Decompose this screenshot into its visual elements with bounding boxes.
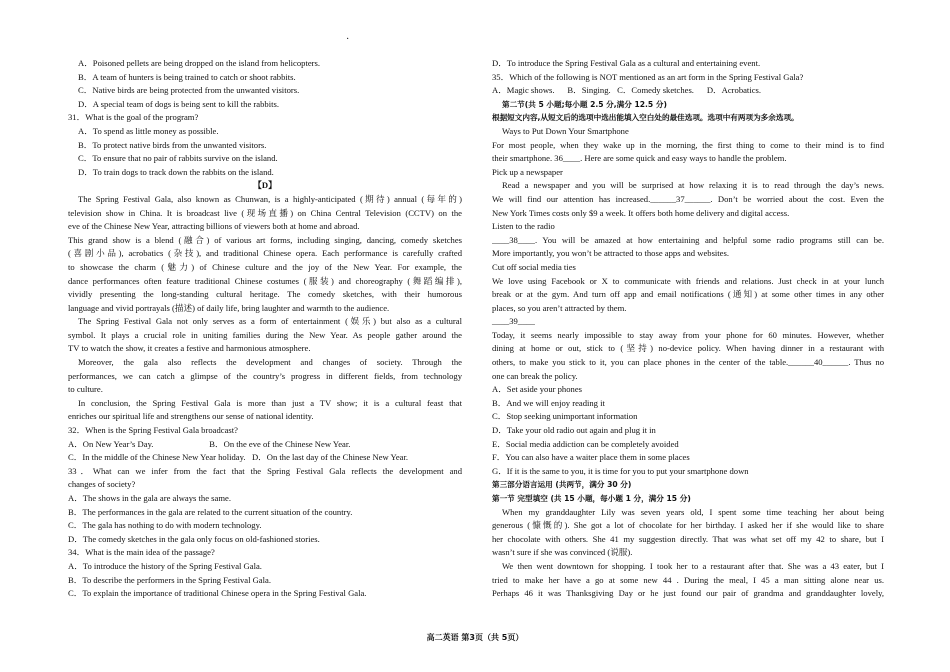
text-line: ____39____ (492, 316, 535, 327)
text-line: 【D】 (253, 180, 277, 191)
text-line: New York Times costs only $9 a week. It offers both home delivery and digital access. (492, 207, 790, 218)
text-line: 32．When is the Spring Festival Gala broadcast? (68, 425, 238, 436)
text-line: We love using Facebook or X to communicate with friends and relations. Just check in at your lunch (492, 275, 884, 286)
text-line: (喜剧小品), acrobatics (杂技), and traditional Chinese opera. Each performance is carefully crafted (68, 248, 462, 259)
text-line: performances, we can catch a glimpse of the country’s progress in different fields, from technology (68, 370, 462, 381)
text-line: A．Poisoned pellets are being dropped on the island from helicopters. (78, 58, 321, 68)
text-line: C．The gala has nothing to do with modern technology. (68, 520, 262, 531)
text-line: C．To ensure that no pair of rabbits survive on the island. (78, 153, 278, 164)
text-line: Read a newspaper and you will be surprised at how relaxing it is to read through the day’s news. (502, 180, 884, 191)
text-line: 第一节 完型填空 (共 15 小题，每小题 1 分，满分 15 分) (492, 494, 691, 503)
text-line: When my granddaughter Lily was seven years old, I spent some time teaching her about being (502, 506, 884, 517)
text-line: More importantly, you won’t be attracted to those apps and websites. (492, 248, 729, 259)
text-line: language and vivid portrayals (描述) of daily life, bring laughter and warmth to the audience. (68, 302, 390, 313)
text-line: one can break the policy. (492, 370, 578, 381)
text-line: Pick up a newspaper (492, 166, 563, 177)
text-line: For most people, when they wake up in the morning, the first thing to come to their mind is to find (492, 139, 884, 150)
text-line: wasn’t sure if she was convinced (说服). (492, 547, 633, 558)
text-line: D．A special team of dogs is being sent to kill the rabbits. (78, 98, 279, 109)
text-line: C．Stop seeking unimportant information (492, 411, 638, 422)
text-line: E．Social media addiction can be completely avoided (492, 438, 679, 449)
text-line: eve of the Chinese New Year, attracting billions of viewers both at home and abroad. (68, 221, 360, 232)
text-line: A．The shows in the gala are always the same. (68, 493, 231, 503)
text-line: B．To protect native birds from the unwanted visitors. (78, 139, 267, 150)
text-line: places, so you aren’t attracted by them. (492, 302, 627, 313)
text-line: D．The comedy sketches in the gala only focus on old-fashioned stories. (68, 533, 320, 544)
text-line: to culture. (68, 384, 103, 395)
text-line: Today, it seems nearly impossible to stay away from your phone for 60 minutes. However, whether (492, 329, 884, 340)
text-line: C．In the middle of the Chinese New Year holiday. D．On the last day of the Chinese New Year. (68, 452, 409, 463)
text-line: B．And we will enjoy reading it (492, 397, 605, 408)
text-line: 35．Which of the following is NOT mentioned as an art form in the Spring Festival Gala? (492, 71, 804, 82)
text-line: TV to watch the show, it creates a festive and harmonious atmosphere. (68, 343, 311, 354)
left-column (68, 57, 462, 601)
page-footer: 高二英语 第3页（共 5页） (426, 633, 524, 642)
text-line: 根据短文内容,从短文后的选项中选出能填入空白处的最佳选项。选项中有两项为多余选项。 (492, 113, 799, 123)
text-line: to showcase the charm (魅力) of Chinese culture and the joy of the New Year. For example, the (68, 261, 462, 272)
text-line: C．Native birds are being protected from the unwanted visitors. (78, 85, 300, 96)
text-line: 第三部分语言运用 (共两节，满分 30 分) (492, 480, 632, 490)
text-line: The Spring Festival Gala not only serves as a form of entertainment (娱乐) but also as a cultural (78, 316, 462, 327)
text-line: 34．What is the main idea of the passage? (68, 547, 215, 558)
text-line: B．A team of hunters is being trained to catch or shoot rabbits. (78, 71, 296, 82)
text-line: her chocolate with others. She 41 my suggestion directly. That was what set off my 42 to share, but I (492, 533, 884, 544)
text-line: break or at the gym. And turn off app and email notifications (通知) at some other times in any other (492, 289, 884, 300)
text-line: dining at home or out, stick to (坚持) no-device policy. When having dinner in a restaurant with (492, 343, 884, 354)
text-line: generous (慷慨的). She got a lot of chocolate for her birthday. I asked her if she would like to share (492, 520, 884, 531)
text-line: enriches our spiritual life and strengthens our sense of national identity. (68, 411, 314, 422)
text-line: D．Take your old radio out again and plug it in (492, 425, 656, 436)
text-line: In conclusion, the Spring Festival Gala is more than just a TV show; it is a cultural feast that (78, 397, 462, 408)
text-line: A．Magic shows. B．Singing. C．Comedy sketches. D．Acrobatics. (492, 85, 762, 96)
right-column (492, 57, 884, 601)
text-line: G．If it is the same to you, it is time for you to put your smartphone down (492, 465, 749, 476)
text-line: D．To train dogs to track down the rabbits on the island. (78, 166, 274, 177)
text-line: F．You can also have a waiter place them in some places (492, 452, 690, 463)
text-line: We will find our attention has increased.______37______. Don’t be worried about the cost. Even the (492, 193, 884, 204)
text-line: Cut off social media ties (492, 261, 576, 272)
text-line: Listen to the radio (492, 221, 555, 232)
text-line: B．The performances in the gala are related to the current situation of the country. (68, 506, 353, 517)
text-line: vividly presenting the long-standing cultural heritage. The comedy sketches, with their humorous (68, 289, 462, 300)
text-line: A．On New Year’s Day. B．On the eve of the Chinese New Year. (68, 438, 351, 449)
text-line: C．To explain the importance of traditional Chinese opera in the Spring Festival Gala. (68, 588, 367, 599)
text-line: 31．What is the goal of the program? (68, 112, 199, 123)
text-line: ____38____. You will be amazed at how entertaining and helpful some radio programs still can be. (492, 234, 884, 245)
text-line: tried to make her have a go at some new 44 . During the meal, I 45 a man sitting alone near us. (492, 574, 884, 585)
text-line: A．To introduce the history of the Spring Festival Gala. (68, 560, 262, 571)
page-mark: · (346, 34, 350, 45)
text-line: symbol. It plays a crucial role in uniting families during the New Year. As people gather around the (68, 329, 462, 340)
text-line: Moreover, the gala also reflects the development and changes of society. Through the (78, 357, 462, 368)
text-line: We then went downtown for shopping. I took her to a restaurant after that. She was a 43 eater, but I (502, 560, 884, 571)
text-line: This grand show is a blend (融合) of various art forms, including singing, dancing, comedy sketches (68, 234, 462, 245)
text-line: changes of society? (68, 479, 136, 490)
text-line: Perhaps 46 it was Thanksgiving Day or he just found our pair of grandma and granddaughter lovely, (492, 588, 884, 599)
text-line: Ways to Put Down Your Smartphone (502, 125, 629, 136)
text-line: D．To introduce the Spring Festival Gala as a cultural and entertaining event. (492, 58, 761, 68)
text-line: B．To describe the performers in the Spring Festival Gala. (68, 574, 271, 585)
text-line: 第二节(共 5 小题;每小题 2.5 分,满分 12.5 分) (502, 99, 667, 109)
text-line: 33．What can we infer from the fact that the Spring Festival Gala reflects the development and (68, 465, 462, 476)
text-line: The Spring Festival Gala, also known as Chunwan, is a highly-anticipated (期待) annual (每年的) (78, 193, 462, 204)
text-line: their smartphone. 36____. Here are some quick and easy ways to handle the problem. (492, 153, 787, 164)
text-line: television show in China. It is broadcast live (现场直播) on China Central Television (CCTV) on the (68, 207, 462, 218)
text-line: A．Set aside your phones (492, 384, 582, 395)
text-line: others, to make you stick to it, you can place phones in the center of the table.______40______. Thus no (492, 357, 884, 368)
text-line: A．To spend as little money as possible. (78, 125, 219, 136)
text-line: dance performances often feature traditional Chinese costumes (服装) and choreography (舞蹈编排), (68, 275, 462, 286)
